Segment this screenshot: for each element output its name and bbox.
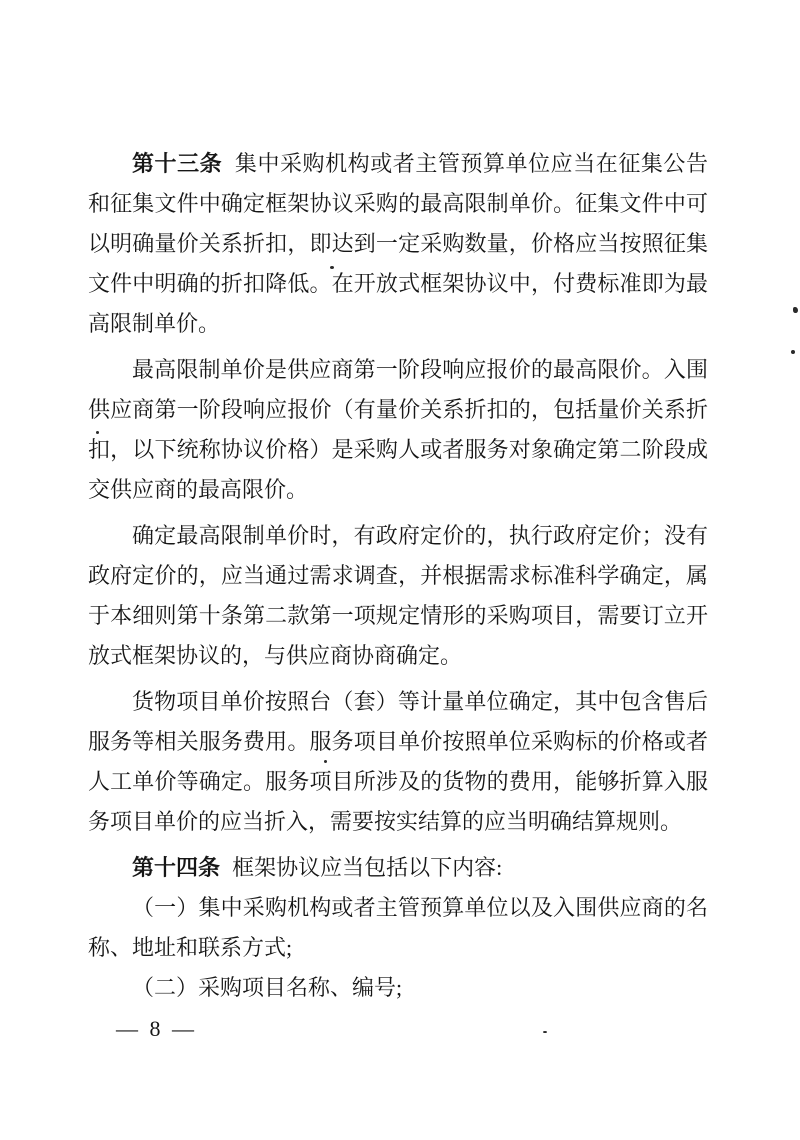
scan-speck bbox=[330, 266, 334, 269]
scan-speck bbox=[793, 307, 798, 313]
scan-speck bbox=[96, 431, 99, 434]
paragraph-text: （二）采购项目名称、编号; bbox=[132, 975, 403, 1000]
article-number-heading: 第十四条 bbox=[132, 855, 221, 880]
body-paragraph bbox=[88, 516, 708, 676]
paragraph-text: 最高限制单价是供应商第一阶段响应报价的最高限价。入围供应商第一阶段响应报价（有量价关系折扣的，包括量价关系折扣，以下统称协议价格）是采购人或者服务对象确定第二阶段成交供应商的最高限价。 bbox=[88, 357, 708, 502]
paragraph-text: 货物项目单价按照台（套）等计量单位确定，其中包含售后服务等相关服务费用。服务项目单价按照单位采购标的价格或者人工单价等确定。服务项目所涉及的货物的费用，能够折算入服务项目单价的应当折入，需要按实结算的应当明确结算规则。 bbox=[88, 689, 708, 834]
scan-speck bbox=[543, 1031, 547, 1033]
paragraph-text: 框架协议应当包括以下内容: bbox=[232, 855, 503, 880]
body-paragraph bbox=[88, 350, 708, 510]
article-paragraph bbox=[88, 848, 708, 888]
document-body bbox=[88, 144, 708, 1008]
paragraph-text: （一）集中采购机构或者主管预算单位以及入围供应商的名称、地址和联系方式; bbox=[88, 895, 708, 960]
list-item bbox=[88, 888, 708, 968]
scan-speck bbox=[791, 350, 795, 354]
article-paragraph bbox=[88, 144, 708, 344]
page-number: — 8 — bbox=[116, 1016, 197, 1041]
paragraph-text: 集中采购机构或者主管预算单位应当在征集公告和征集文件中确定框架协议采购的最高限制单价。征集文件中可以明确量价关系折扣，即达到一定采购数量，价格应当按照征集文件中明确的折扣降低。在开放式框架协议中，付费标准即为最高限制单价。 bbox=[88, 151, 708, 336]
list-item bbox=[88, 968, 708, 1008]
article-number-heading: 第十三条 bbox=[132, 151, 223, 176]
body-paragraph bbox=[88, 682, 708, 842]
scan-speck bbox=[324, 760, 327, 763]
paragraph-text: 确定最高限制单价时，有政府定价的，执行政府定价；没有政府定价的，应当通过需求调查，并根据需求标准科学确定，属于本细则第十条第二款第一项规定情形的采购项目，需要订立开放式框架协议的，与供应商协商确定。 bbox=[88, 523, 708, 668]
